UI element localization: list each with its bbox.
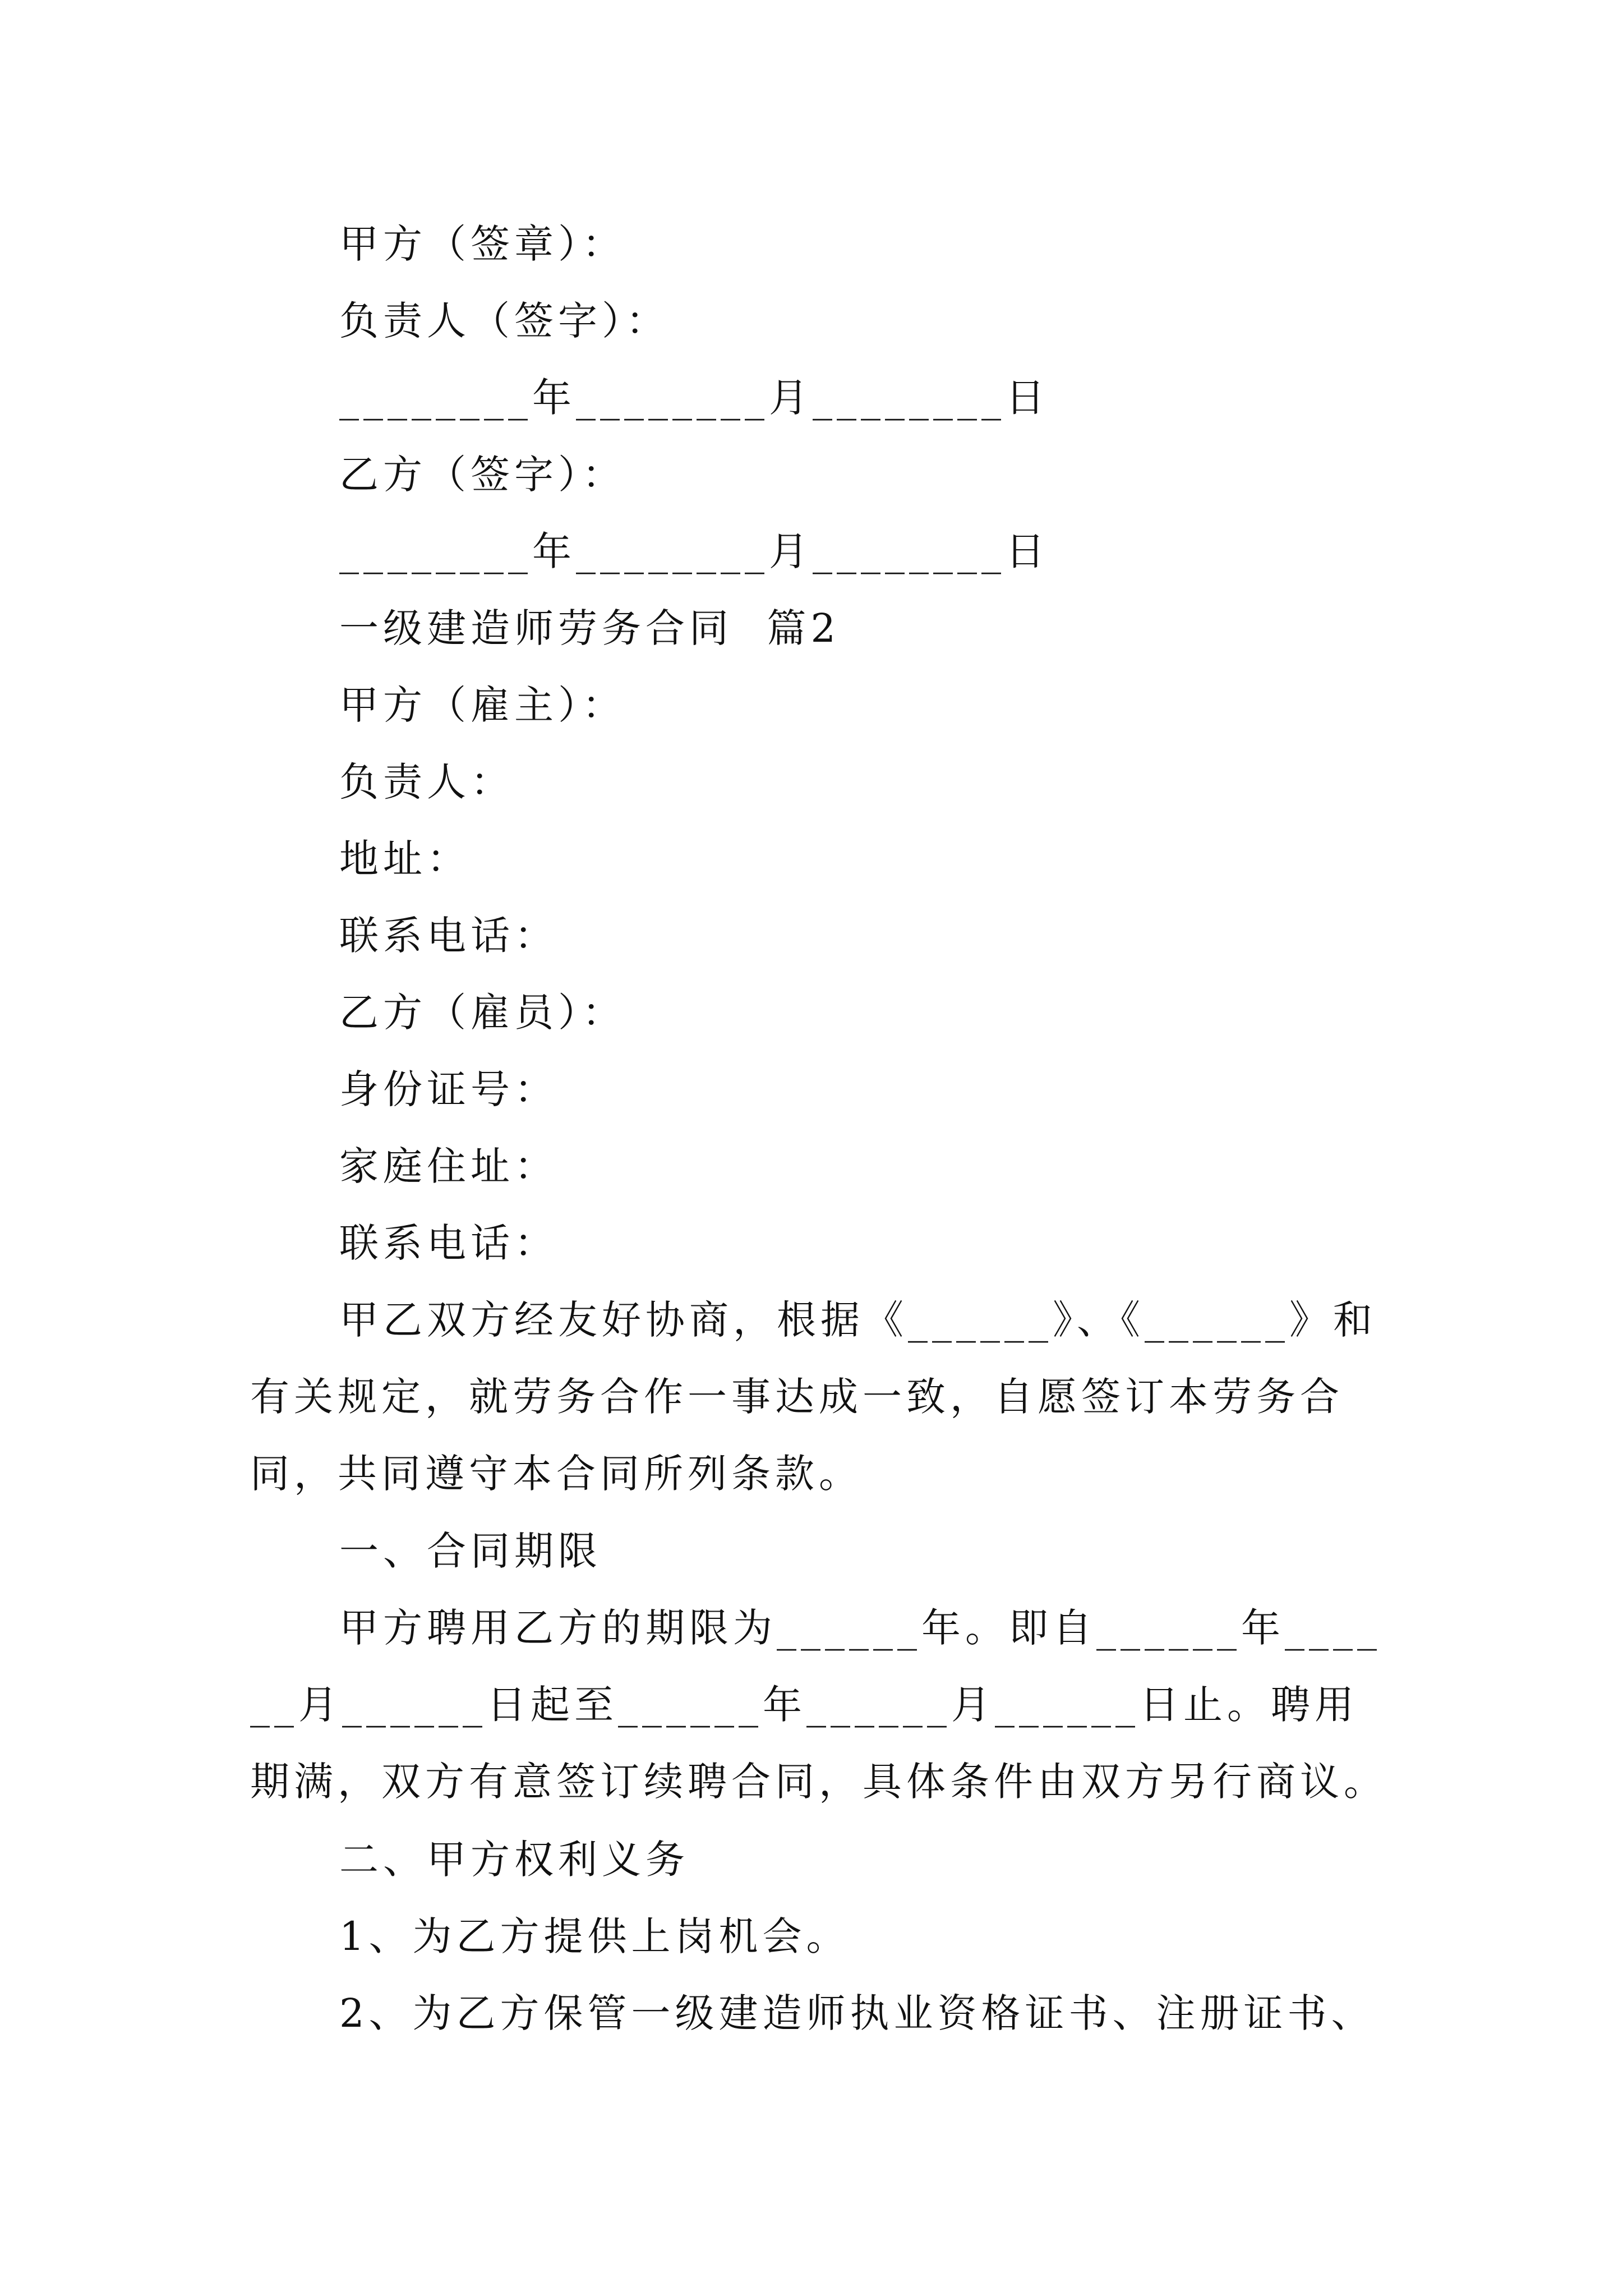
agreement-paragraph: 甲乙双方经友好协商，根据《______》、《______》和有关规定，就劳务合作一事达成一致，自愿签订本劳务合同，共同遵守本合同所列条款。 (250, 1297, 1377, 1497)
item-1: 1、为乙方提供上岗机会。 (339, 1913, 850, 1959)
date-line-1: ________年________月________日 (339, 375, 1049, 421)
home-address-line: 家庭住址： (339, 1143, 558, 1189)
section-1-heading: 一、合同期限 (339, 1528, 602, 1574)
responsible-signature-line: 负责人（签字）： (339, 298, 670, 344)
responsible-person-line: 负责人： (339, 759, 514, 805)
party-b-employee-line: 乙方（雇员）： (339, 990, 626, 1036)
section-2-heading: 二、甲方权利义务 (339, 1837, 689, 1883)
address-line: 地址： (339, 836, 471, 882)
phone-line-a: 联系电话： (339, 913, 558, 959)
party-a-seal-line: 甲方（签章）： (339, 221, 626, 267)
party-a-employer-line: 甲方（雇主）： (339, 682, 626, 728)
contract-title-part2: 一级建造师劳务合同 篇2 (339, 605, 841, 651)
id-number-line: 身份证号： (339, 1066, 558, 1112)
item-2: 2、为乙方保管一级建造师执业资格证书、注册证书、 (339, 1990, 1375, 2036)
date-line-2: ________年________月________日 (339, 528, 1049, 574)
party-b-signature-line: 乙方（签字）： (339, 452, 626, 498)
section-1-body: 甲方聘用乙方的期限为______年。即自______年______月______日起至______年______月______日止。聘用期满，双方有意签订续聘合同，具体条件由双方另行商议。 (250, 1605, 1387, 1805)
phone-line-b: 联系电话： (339, 1220, 558, 1266)
